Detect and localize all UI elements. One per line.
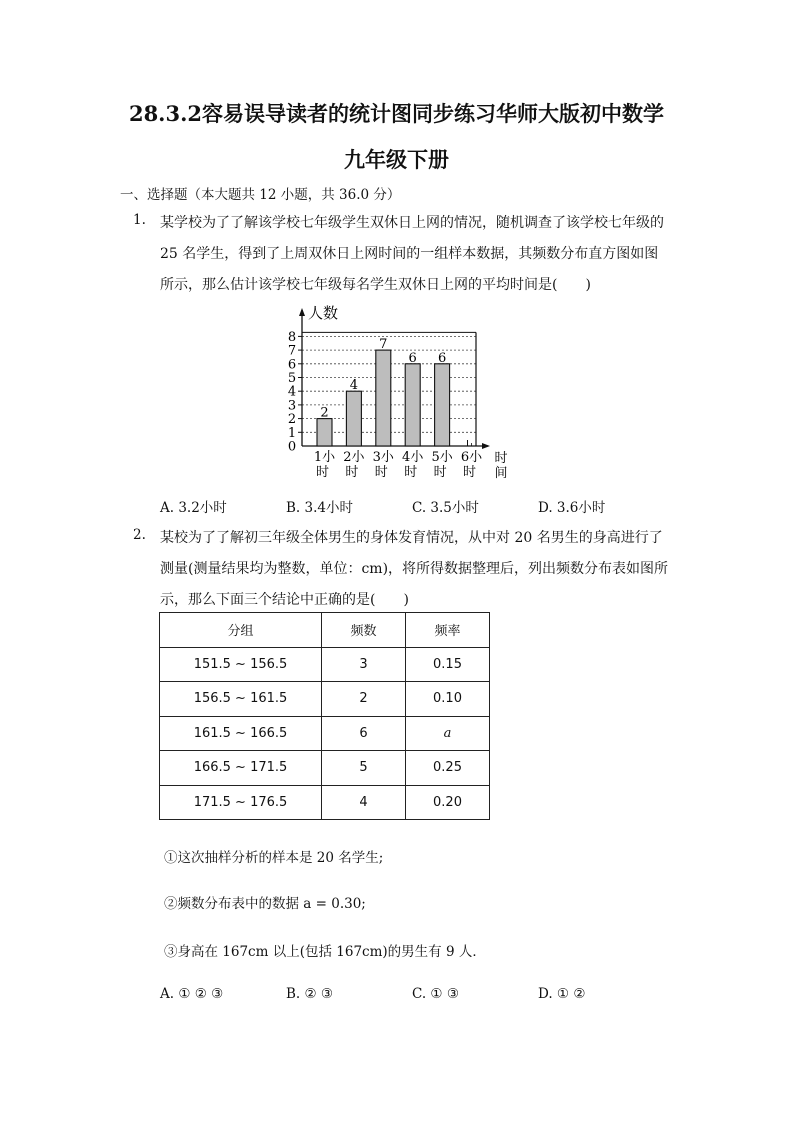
document-title-line2: 九年级下册	[344, 147, 449, 172]
question-1-number: 1.	[133, 212, 146, 228]
option-b[interactable]: B. ② ③	[286, 986, 333, 1002]
table-row	[160, 716, 490, 751]
table-cell: 2	[322, 682, 406, 717]
table-cell: 4	[322, 785, 406, 820]
table-cell: 151.5 ~ 156.5	[160, 647, 322, 682]
table-row	[160, 785, 490, 820]
table-cell: 0.10	[406, 682, 490, 717]
x-tick-label: 时	[462, 465, 477, 480]
table-header-row	[160, 613, 490, 648]
table-row	[160, 647, 490, 682]
table-cell: 171.5 ~ 176.5	[160, 785, 322, 820]
section-heading: 一、选择题（本大题共 12 小题，共 36.0 分）	[120, 187, 401, 203]
table-cell: 0.15	[406, 647, 490, 682]
table-header: 频数	[322, 613, 406, 648]
question-2-line: 某校为了了解初三年级全体男生的身体发育情况，从中对 20 名男生的身高进行了	[160, 530, 663, 546]
question-2-line: 示，那么下面三个结论中正确的是( )	[160, 592, 409, 608]
x-axis-arrow	[482, 443, 490, 449]
x-tick-label: 时	[404, 465, 418, 480]
histogram-bar	[376, 350, 391, 446]
bar-data-label: 7	[379, 337, 388, 353]
y-tick-label: 3	[287, 398, 297, 414]
option-d[interactable]: D. ① ②	[538, 986, 586, 1002]
histogram-bar	[317, 419, 332, 446]
histogram-bar	[405, 364, 420, 446]
option-c[interactable]: C. ① ③	[412, 986, 459, 1002]
document-title-line1: 28.3.2容易误导读者的统计图同步练习华师大版初中数学	[128, 101, 665, 126]
statement-3: ③身高在 167cm 以上(包括 167cm)的男生有 9 人．	[164, 944, 486, 960]
x-tick-label: 时	[345, 465, 359, 480]
x-tick-label: 1小	[313, 450, 336, 465]
bar-data-label: 2	[320, 405, 329, 421]
option-c[interactable]: C. 3.5小时	[412, 500, 479, 516]
bar-data-label: 4	[349, 378, 359, 394]
question-1-line: 25 名学生，得到了上周双休日上网时间的一组样本数据，其频数分布直方图如图	[160, 246, 659, 262]
table-cell: 161.5 ~ 166.5	[160, 716, 322, 751]
option-b[interactable]: B. 3.4小时	[286, 500, 353, 516]
frequency-table	[159, 612, 490, 820]
y-tick-label: 1	[287, 425, 297, 441]
y-tick-label: 7	[287, 343, 297, 359]
option-a[interactable]: A. 3.2小时	[160, 500, 227, 516]
option-d[interactable]: D. 3.6小时	[538, 500, 606, 516]
table-cell: a	[406, 716, 490, 751]
x-tick-label: 2小	[343, 450, 365, 465]
question-2-line: 测量(测量结果均为整数，单位：cm)，将所得数据整理后，列出频数分布表如图所	[160, 561, 669, 577]
y-axis-arrow	[299, 308, 305, 316]
x-tick-label: 6小	[460, 450, 483, 465]
y-tick-label: 4	[287, 384, 297, 400]
x-tick-label: 5小	[431, 450, 453, 465]
question-1-line: 某学校为了了解该学校七年级学生双休日上网的情况，随机调查了该学校七年级的	[160, 215, 664, 231]
table-header: 频率	[406, 613, 490, 648]
table-cell: 5	[322, 751, 406, 786]
x-tick-label: 时	[374, 465, 388, 480]
statement-2: ②频数分布表中的数据 a = 0.30;	[164, 896, 366, 912]
y-tick-label: 6	[287, 357, 297, 373]
table-cell: 166.5 ~ 171.5	[160, 751, 322, 786]
x-axis-label: 间	[494, 466, 508, 481]
y-tick-label: 2	[287, 412, 297, 428]
question-1-line: 所示，那么估计该学校七年级每名学生双休日上网的平均时间是( )	[160, 277, 591, 293]
bar-data-label: 6	[437, 350, 447, 366]
option-a[interactable]: A. ① ② ③	[160, 986, 224, 1002]
y-tick-label: 0	[287, 439, 297, 455]
table-row	[160, 682, 490, 717]
histogram-chart	[278, 302, 514, 484]
x-tick-label: 3小	[372, 450, 394, 465]
question-2-number: 2.	[133, 527, 146, 543]
bar-data-label: 6	[408, 350, 417, 366]
table-cell: 156.5 ~ 161.5	[160, 682, 322, 717]
table-cell: 3	[322, 647, 406, 682]
x-tick-label: 时	[433, 465, 447, 480]
x-tick-label: 4小	[402, 450, 424, 465]
statement-1: ①这次抽样分析的样本是 20 名学生;	[164, 850, 384, 866]
histogram-bar	[435, 364, 450, 446]
table-row	[160, 751, 490, 786]
y-tick-label: 8	[287, 329, 297, 345]
table-cell: 0.25	[406, 751, 490, 786]
y-tick-label: 5	[287, 371, 297, 386]
x-tick-label: 时	[315, 465, 330, 480]
histogram-bar	[346, 391, 361, 446]
x-axis-label: 时	[494, 451, 508, 466]
table-header: 分组	[160, 613, 322, 648]
table-cell: 0.20	[406, 785, 490, 820]
y-axis-label: 人数	[308, 304, 339, 322]
table-cell: 6	[322, 716, 406, 751]
